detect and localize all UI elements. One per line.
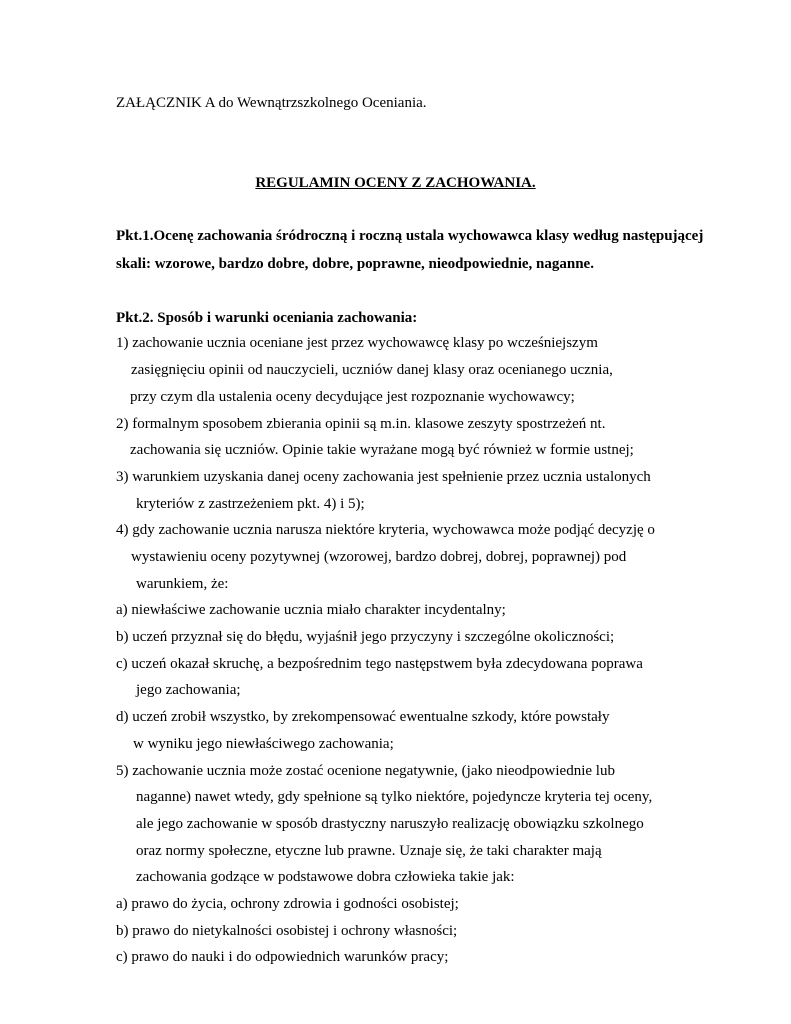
paragraph-line: 1) zachowanie ucznia oceniane jest przez wychowawcę klasy po wcześniejszym: [116, 335, 598, 351]
paragraph-line: d) uczeń zrobił wszystko, by zrekompensować ewentualne szkody, które powstały: [116, 709, 610, 725]
paragraph-line: naganne) nawet wtedy, gdy spełnione są tylko niektóre, pojedyncze kryteria tej oceny,: [136, 789, 653, 805]
paragraph-line: 2) formalnym sposobem zbierania opinii są m.in. klasowe zeszyty spostrzeżeń nt.: [116, 416, 606, 432]
paragraph-line: zachowania godzące w podstawowe dobra człowieka takie jak:: [136, 869, 515, 885]
paragraph-line: kryteriów z zastrzeżeniem pkt. 4) i 5);: [136, 496, 365, 512]
paragraph-line: a) niewłaściwe zachowanie ucznia miało charakter incydentalny;: [116, 602, 506, 618]
paragraph-line: b) uczeń przyznał się do błędu, wyjaśnił jego przyczyny i szczególne okoliczności;: [116, 629, 615, 645]
paragraph-line: oraz normy społeczne, etyczne lub prawne. Uznaje się, że taki charakter mają: [136, 843, 602, 859]
paragraph-line: a) prawo do życia, ochrony zdrowia i godności osobistej;: [116, 896, 459, 912]
paragraph-line: c) uczeń okazał skruchę, a bezpośrednim tego następstwem była zdecydowana poprawa: [116, 656, 643, 672]
paragraph-line: w wyniku jego niewłaściwego zachowania;: [133, 736, 394, 752]
paragraph-line: ale jego zachowanie w sposób drastyczny naruszyło realizację obowiązku szkolnego: [136, 816, 644, 832]
paragraph-line: 4) gdy zachowanie ucznia narusza niektóre kryteria, wychowawca może podjąć decyzję o: [116, 522, 655, 538]
paragraph-line: b) prawo do nietykalności osobistej i ochrony własności;: [116, 923, 458, 939]
paragraph-line: zasięgnięciu opinii od nauczycieli, uczniów danej klasy oraz ocenianego ucznia,: [131, 362, 613, 378]
pkt1-line-1: Pkt.1.Ocenę zachowania śródroczną i roczną ustala wychowawca klasy według następującej: [116, 228, 704, 244]
paragraph-line: warunkiem, że:: [136, 576, 229, 592]
paragraph-line: c) prawo do nauki i do odpowiednich warunków pracy;: [116, 949, 449, 965]
pkt2-heading: Pkt.2. Sposób i warunki oceniania zachowania:: [116, 310, 418, 326]
paragraph-line: wystawieniu oceny pozytywnej (wzorowej, bardzo dobrej, dobrej, poprawnej) pod: [131, 549, 627, 565]
attachment-line: ZAŁĄCZNIK A do Wewnątrzszkolnego Oceniania.: [116, 95, 427, 111]
paragraph-line: przy czym dla ustalenia oceny decydujące jest rozpoznanie wychowawcy;: [130, 389, 575, 405]
paragraph-line: 5) zachowanie ucznia może zostać ocenione negatywnie, (jako nieodpowiednie lub: [116, 763, 615, 779]
paragraph-line: jego zachowania;: [136, 682, 241, 698]
document-title: REGULAMIN OCENY Z ZACHOWANIA.: [255, 175, 536, 191]
paragraph-line: 3) warunkiem uzyskania danej oceny zachowania jest spełnienie przez ucznia ustalonych: [116, 469, 651, 485]
paragraph-line: zachowania się uczniów. Opinie takie wyrażane mogą być również w formie ustnej;: [130, 442, 634, 458]
pkt1-line-2: skali: wzorowe, bardzo dobre, dobre, poprawne, nieodpowiednie, naganne.: [116, 256, 594, 272]
